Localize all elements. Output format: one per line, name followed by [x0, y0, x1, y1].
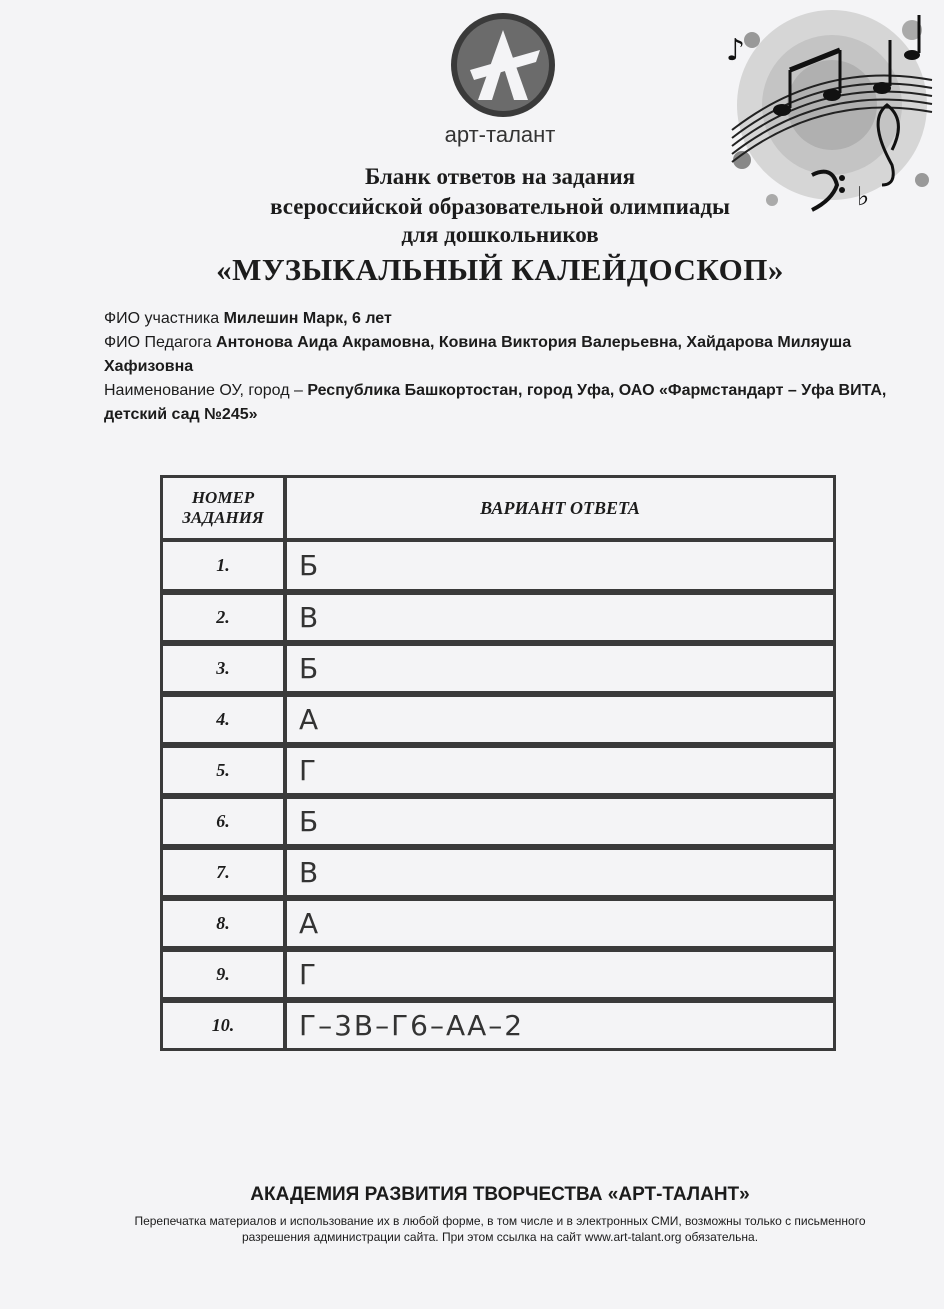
table-row	[163, 793, 833, 844]
svg-text:♭: ♭	[857, 182, 870, 212]
participant-value: Милешин Марк, 6 лет	[223, 310, 392, 327]
header-task-number	[163, 478, 287, 538]
task-number: 4.	[163, 697, 287, 742]
svg-text:♪: ♪	[726, 33, 746, 68]
footer-copyright-note: Перепечатка материалов и использование их в любой форме, в том числе и в электронных СМИ, возможны только с письменного разрешения администрации сайта. При этом ссылка на сайт www.art-talant.org обязательна.	[134, 1214, 866, 1244]
title-line-3: для дошкольников	[401, 222, 599, 247]
olympiad-title: «МУЗЫКАЛЬНЫЙ КАЛЕЙДОСКОП»	[216, 252, 784, 287]
table-row	[163, 895, 833, 946]
header-task-number-line1: НОМЕР	[191, 488, 255, 507]
task-number: 2.	[163, 595, 287, 640]
answer-cell[interactable]: А	[299, 907, 321, 940]
title-line-2: всероссийской образовательной олимпиады	[270, 194, 730, 219]
participant-line	[104, 307, 894, 331]
header-task-number-line2: ЗАДАНИЯ	[182, 508, 264, 527]
organization-value: Республика Башкортостан, город Уфа, ОАО «Фармстандарт – Уфа ВИТА, детский сад №245»	[104, 382, 887, 423]
task-number: 5.	[163, 748, 287, 793]
table-row	[163, 742, 833, 793]
task-number: 3.	[163, 646, 287, 691]
footer-title: АКАДЕМИЯ РАЗВИТИЯ ТВОРЧЕСТВА «АРТ-ТАЛАНТ»	[250, 1184, 750, 1205]
organization-line	[104, 379, 894, 427]
title-line-1: Бланк ответов на задания	[364, 164, 636, 189]
participant-label: ФИО участника	[104, 310, 224, 327]
task-number: 9.	[163, 952, 287, 997]
answer-cell[interactable]: Г	[299, 754, 319, 787]
answer-table	[160, 475, 836, 1051]
task-number: 1.	[163, 542, 287, 589]
table-row	[163, 589, 833, 640]
table-row	[163, 997, 833, 1048]
table-row	[163, 538, 833, 589]
answer-cell[interactable]: Б	[299, 805, 321, 838]
task-number: 8.	[163, 901, 287, 946]
organization-label: Наименование ОУ, город –	[104, 382, 308, 399]
task-number: 7.	[163, 850, 287, 895]
table-row	[163, 844, 833, 895]
table-row	[163, 640, 833, 691]
task-number: 6.	[163, 799, 287, 844]
answer-cell[interactable]: Б	[299, 549, 321, 582]
header-answer-variant: ВАРИАНТ ОТВЕТА	[480, 497, 640, 518]
answer-cell[interactable]: Г–3В–Г6–АА–2	[299, 1009, 525, 1042]
teacher-line	[104, 331, 894, 379]
teacher-value: Антонова Аида Акрамовна, Ковина Виктория Валерьевна, Хайдарова Миляуша Хафизовна	[104, 334, 852, 375]
task-number: 10.	[163, 1003, 287, 1048]
table-row	[163, 946, 833, 997]
table-row	[163, 691, 833, 742]
answer-cell[interactable]: В	[299, 856, 321, 889]
answer-cell[interactable]: Г	[299, 958, 319, 991]
answer-cell[interactable]: А	[299, 703, 321, 736]
logo-text: арт-талант	[444, 122, 556, 147]
teacher-label: ФИО Педагога	[104, 334, 217, 351]
answer-cell[interactable]: Б	[299, 652, 321, 685]
table-header-row	[163, 478, 833, 538]
art-talant-logo-icon	[448, 10, 558, 120]
answer-cell[interactable]: В	[299, 601, 321, 634]
